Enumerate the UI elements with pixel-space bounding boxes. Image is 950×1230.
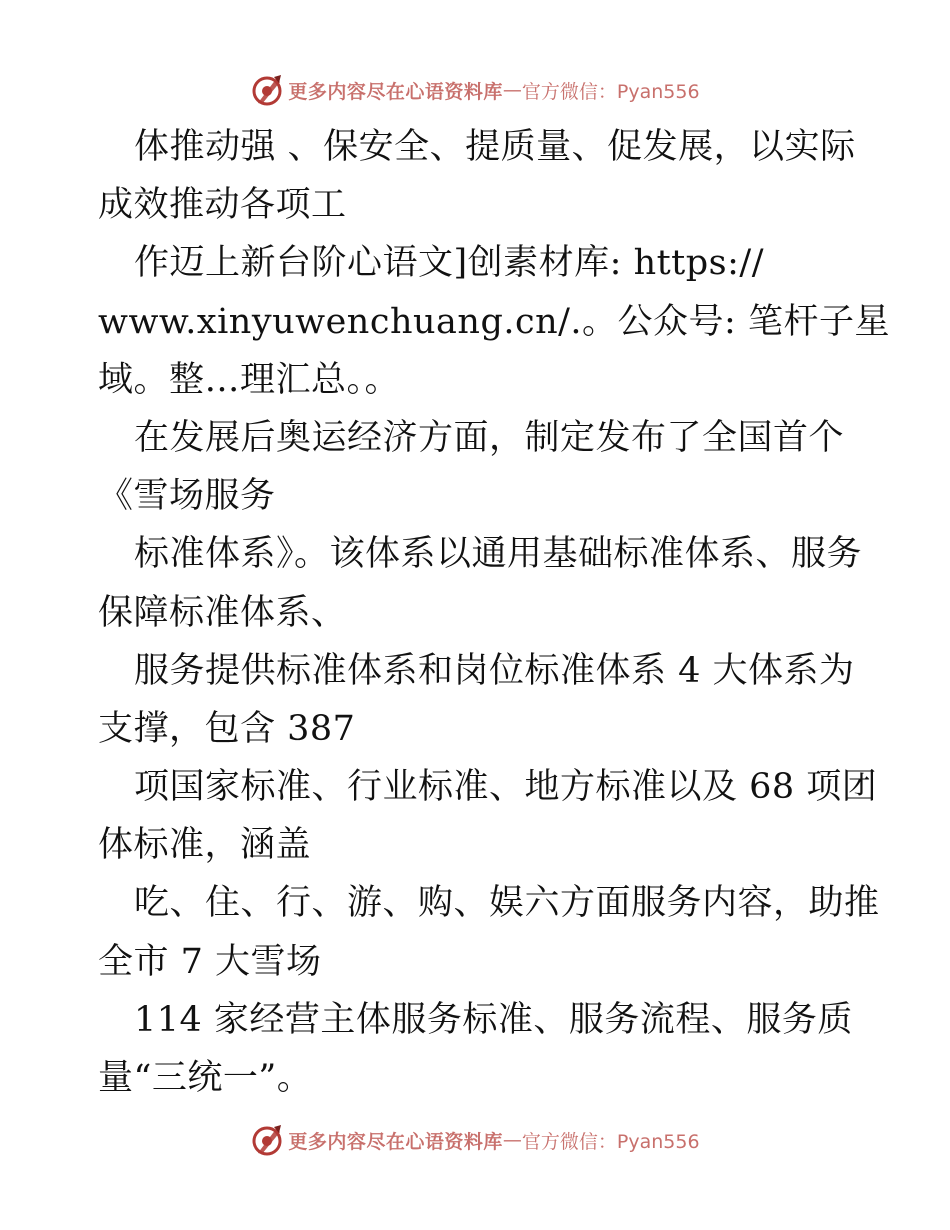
- header-wechat-text: 官方微信：Pyan556: [521, 80, 700, 103]
- header-banner: [0, 70, 950, 110]
- text-line: 标准体系》。该体系以通用基础标准体系、服务: [134, 534, 863, 575]
- text-line: 体标准，涵盖: [98, 825, 312, 866]
- text-line: 114 家经营主体服务标准、服务流程、服务质: [134, 999, 853, 1040]
- header-separator: —: [502, 79, 522, 101]
- text-line: 《雪场服务: [98, 476, 276, 517]
- text-line: 量“三统一”。: [98, 1058, 313, 1098]
- text-line: 项国家标准、行业标准、地方标准以及 68 项团: [134, 767, 878, 808]
- text-line: www.xinyuwenchuang.cn/.。公众号: 笔杆子星: [98, 301, 890, 342]
- footer-wechat-text: 官方微信：Pyan556: [521, 1130, 700, 1153]
- quill-logo-icon: [250, 1123, 284, 1157]
- text-line: 作迈上新台阶心语文]创素材库: https://: [134, 243, 764, 284]
- text-line: 吃、住、行、游、购、娱六方面服务内容，助推: [134, 883, 880, 924]
- footer-banner: [0, 1120, 950, 1160]
- text-line: 支撑，包含 387: [98, 708, 356, 749]
- text-line: 在发展后奥运经济方面，制定发布了全国首个: [134, 417, 845, 458]
- text-line: 保障标准体系、: [98, 592, 347, 633]
- header-brand-text: 更多内容尽在心语资料库: [288, 80, 503, 103]
- text-line: 成效推动各项工: [98, 185, 347, 226]
- footer-separator: —: [502, 1129, 522, 1151]
- text-line: 全市 7 大雪场: [98, 941, 322, 982]
- quill-logo-icon: [250, 73, 284, 107]
- text-line: 服务提供标准体系和岗位标准体系 4 大体系为: [134, 650, 855, 691]
- document-body: [98, 118, 888, 1107]
- footer-brand-text: 更多内容尽在心语资料库: [288, 1130, 503, 1153]
- text-line: 域。整…理汇总。。: [98, 359, 401, 400]
- text-line: 体推动强 、保安全、提质量、促发展，以实际: [134, 127, 856, 167]
